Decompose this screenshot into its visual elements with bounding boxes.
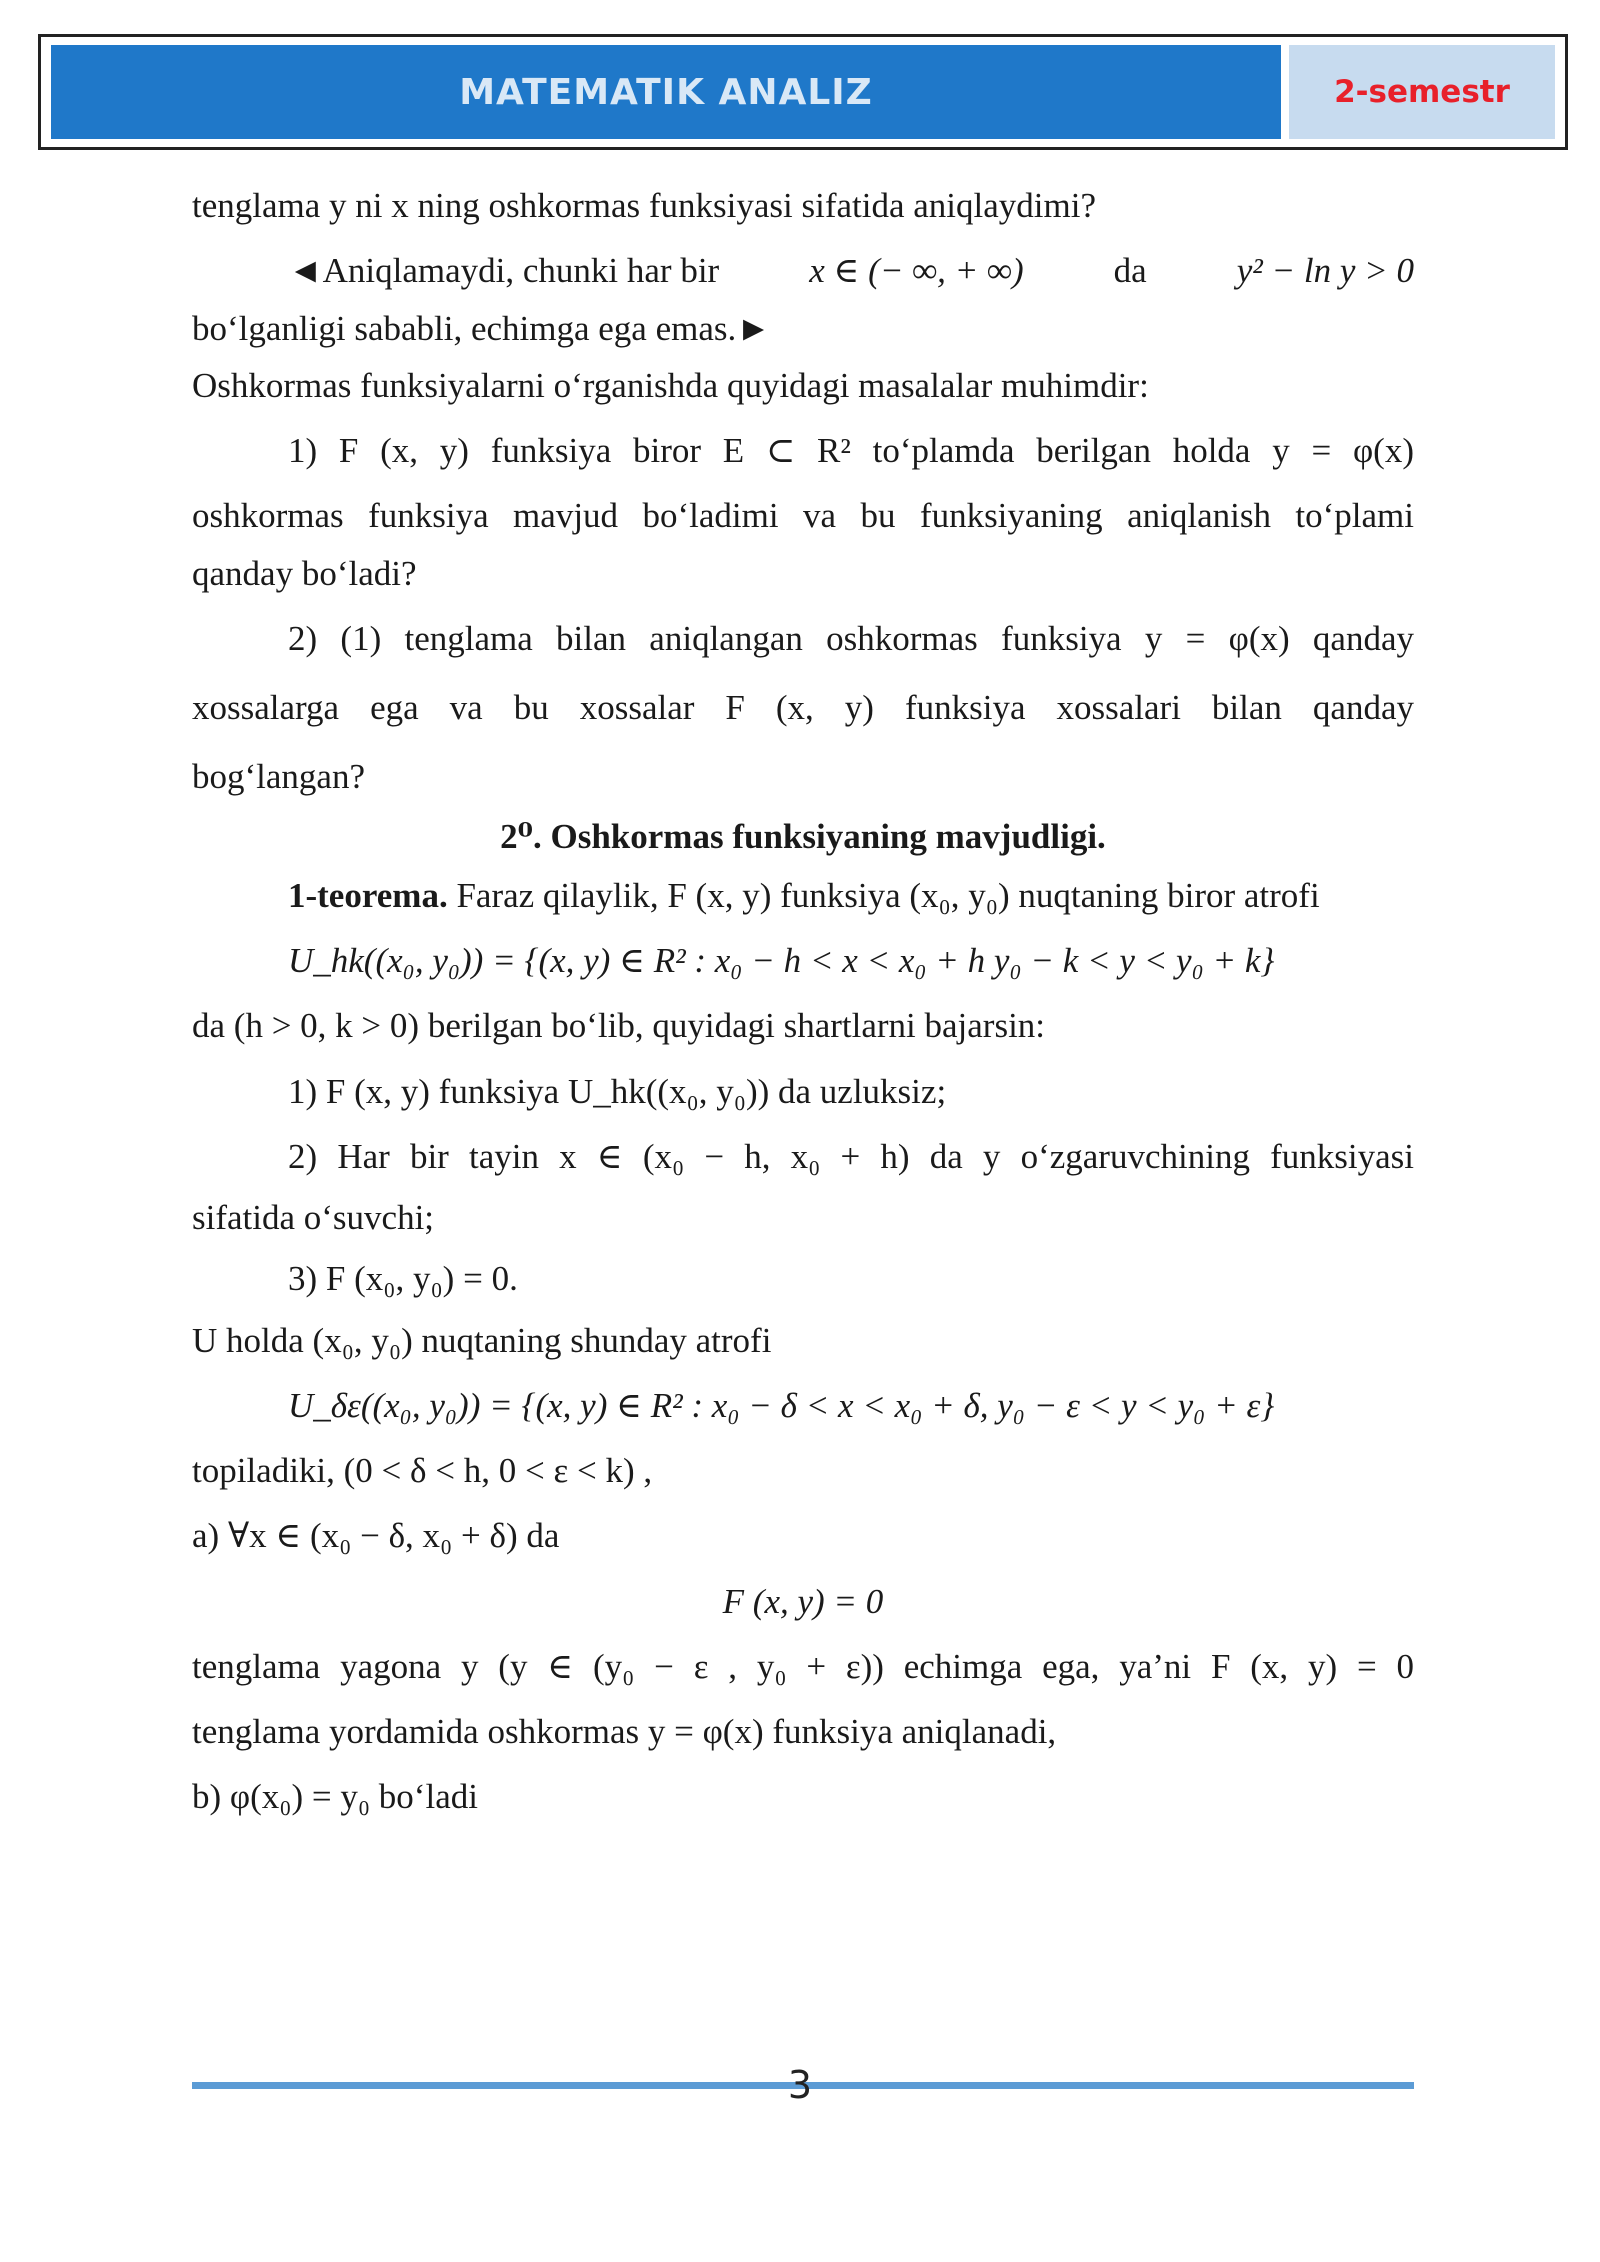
text-line-2-a: ◄Aniqlamaydi, chunki har bir [288, 251, 720, 291]
text-line-15: tenglama yagona y (y ∈ (y₀ − ε , y₀ + ε)) echimga ega, ya’ni F (x, y) = 0 [192, 1646, 1414, 1686]
text-line-11: da (h > 0, k > 0) berilgan bo‘lib, quyidagi shartlarni bajarsin: [192, 1006, 1046, 1046]
condition-3: 3) F (x₀, y₀) = 0. [288, 1259, 518, 1299]
text-line-13: topiladiki, (0 < δ < h, 0 < ε < k) , [192, 1451, 653, 1490]
header-semester-panel [1289, 45, 1555, 139]
math-inequality: y² − ln y > 0 [1236, 251, 1414, 291]
condition-2: 2) Har bir tayin x ∈ (x₀ − h, x₀ + h) da y o‘zgaruvchining funksiyasi [288, 1136, 1414, 1176]
neighbourhood-u-hk: U_hk((x₀, y₀)) = {(x, y) ∈ R² : x₀ − h < x < x₀ + h y₀ − k < y < y₀ + k} [288, 941, 1275, 980]
page-header [38, 34, 1568, 150]
text-line-2-b: da [1113, 251, 1147, 291]
header-title-panel [51, 45, 1281, 139]
text-line-7: qanday bo‘ladi? [192, 553, 417, 593]
text-line-12: U holda (x₀, y₀) nuqtaning shunday atrofi [192, 1320, 772, 1360]
math-interval: x ∈ (− ∞, + ∞) [809, 251, 1024, 291]
text-line-16: tenglama yordamida oshkormas y = φ(x) funksiya aniqlanadi, [192, 1712, 1057, 1751]
text-line-1: tenglama y ni x ning oshkormas funksiyasi sifatida aniqlaydimi? [192, 186, 1097, 225]
neighbourhood-u-de: U_δε((x₀, y₀)) = {(x, y) ∈ R² : x₀ − δ < x < x₀ + δ, y₀ − ε < y < y₀ + ε} [288, 1385, 1275, 1425]
header-semester: 2-semestr [1334, 74, 1510, 110]
theorem-line [192, 872, 1414, 919]
text-line-2 [192, 247, 1414, 294]
text-line-8: 2) (1) tenglama bilan aniqlangan oshkormas funksiya y = φ(x) qanday [288, 618, 1414, 658]
text-line-14: a) ∀x ∈ (x₀ − δ, x₀ + δ) da [192, 1516, 560, 1556]
theorem-label: 1-teorema. [288, 875, 448, 915]
text-line-17: b) φ(x₀) = y₀ bo‘ladi [192, 1777, 478, 1817]
document-body [192, 176, 1414, 1821]
text-line-3: bo‘lganligi sababli, echimga ega emas.► [192, 308, 771, 348]
condition-2-cont: sifatida o‘suvchi; [192, 1198, 435, 1237]
text-line-5: 1) F (x, y) funksiya biror E ⊂ R² to‘plamda berilgan holda y = φ(x) [288, 431, 1414, 470]
text-line-10: bog‘langan? [192, 757, 365, 797]
equation-main: F (x, y) = 0 [722, 1581, 884, 1621]
condition-1: 1) F (x, y) funksiya U_hk((x₀, y₀)) da uzluksiz; [288, 1071, 947, 1111]
theorem-text: Faraz qilaylik, F (x, y) funksiya (x₀, y₀) nuqtaning biror atrofi [456, 875, 1320, 915]
page-number: 3 [787, 2063, 813, 2107]
header-title: MATEMATIK ANALIZ [459, 71, 873, 113]
section-heading: 2⁰. Oshkormas funksiyaning mavjudligi. [500, 816, 1106, 856]
text-line-4: Oshkormas funksiyalarni o‘rganishda quyidagi masalalar muhimdir: [192, 365, 1149, 405]
text-line-6: oshkormas funksiya mavjud bo‘ladimi va bu funksiyaning aniqlanish to‘plami [192, 496, 1414, 536]
text-line-9: xossalarga ega va bu xossalar F (x, y) funksiya xossalari bilan qanday [192, 688, 1414, 727]
